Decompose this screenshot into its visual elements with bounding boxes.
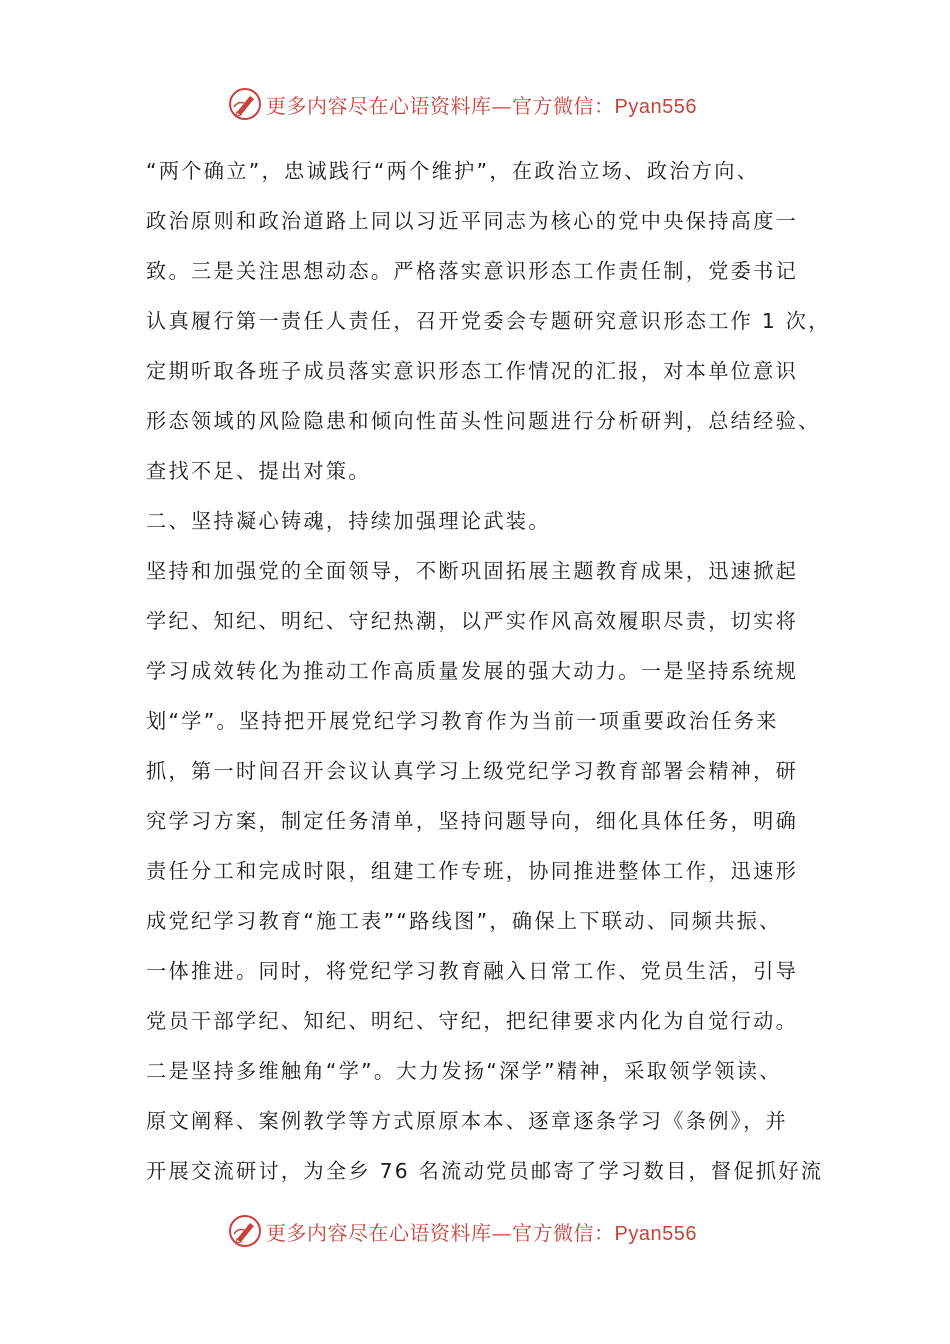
section-heading: 二、坚持凝心铸魂，持续加强理论武装。 — [146, 509, 551, 533]
body-line: 学纪、知纪、明纪、守纪热潮，以严实作风高效履职尽责，切实将 — [146, 609, 799, 633]
document-body — [146, 146, 836, 1196]
body-line: 开展交流研讨，为全乡 76 名流动党员邮寄了学习数目，督促抓好流 — [146, 1159, 824, 1183]
watermark-official-label: 官方微信： — [512, 1220, 615, 1245]
body-line: 究学习方案，制定任务清单，坚持问题导向，细化具体任务，明确 — [146, 809, 799, 833]
watermark-wechat-id: Pyan556 — [614, 1222, 697, 1245]
pen-logo-icon — [228, 1214, 262, 1248]
watermark-official-label: 官方微信： — [512, 93, 615, 118]
body-line: 责任分工和完成时限，组建工作专班，协同推进整体工作，迅速形 — [146, 859, 799, 883]
watermark-wechat-id: Pyan556 — [614, 95, 697, 118]
body-line: 查找不足、提出对策。 — [146, 459, 371, 483]
body-line: 学习成效转化为推动工作高质量发展的强大动力。一是坚持系统规 — [146, 659, 799, 683]
header-watermark — [228, 84, 697, 124]
body-line: 党员干部学纪、知纪、明纪、守纪，把纪律要求内化为自觉行动。 — [146, 1009, 799, 1033]
watermark-dash: — — [491, 93, 512, 118]
body-line: 原文阐释、案例教学等方式原原本本、逐章逐条学习《条例》，并 — [146, 1109, 789, 1133]
body-line: 政治原则和政治道路上同以习近平同志为核心的党中央保持高度一 — [146, 209, 799, 233]
body-line: 划“学”。坚持把开展党纪学习教育作为当前一项重要政治任务来 — [146, 709, 779, 733]
body-line: 抓，第一时间召开会议认真学习上级党纪学习教育部署会精神，研 — [146, 759, 799, 783]
body-line: 形态领域的风险隐患和倾向性苗头性问题进行分析研判，总结经验、 — [146, 409, 821, 433]
watermark-text — [266, 1217, 697, 1246]
body-line: 一体推进。同时，将党纪学习教育融入日常工作、党员生活，引导 — [146, 959, 799, 983]
body-line: 定期听取各班子成员落实意识形态工作情况的汇报，对本单位意识 — [146, 359, 799, 383]
body-line: 成党纪学习教育“施工表”“路线图”，确保上下联动、同频共振、 — [146, 909, 782, 933]
body-line: 二是坚持多维触角“学”。大力发扬“深学”精神，采取领学领读、 — [146, 1059, 782, 1083]
watermark-text — [266, 90, 697, 119]
watermark-title: 更多内容尽在心语资料库 — [266, 1220, 492, 1245]
body-line: 认真履行第一责任人责任，召开党委会专题研究意识形态工作 1 次， — [146, 309, 831, 333]
body-line: 坚持和加强党的全面领导，不断巩固拓展主题教育成果，迅速掀起 — [146, 559, 799, 583]
body-line: “两个确立”，忠诚践行“两个维护”，在政治立场、政治方向、 — [146, 159, 760, 183]
watermark-title: 更多内容尽在心语资料库 — [266, 93, 492, 118]
pen-logo-icon — [228, 87, 262, 121]
watermark-dash: — — [491, 1220, 512, 1245]
footer-watermark — [228, 1211, 697, 1251]
body-line: 致。三是关注思想动态。严格落实意识形态工作责任制，党委书记 — [146, 259, 799, 283]
